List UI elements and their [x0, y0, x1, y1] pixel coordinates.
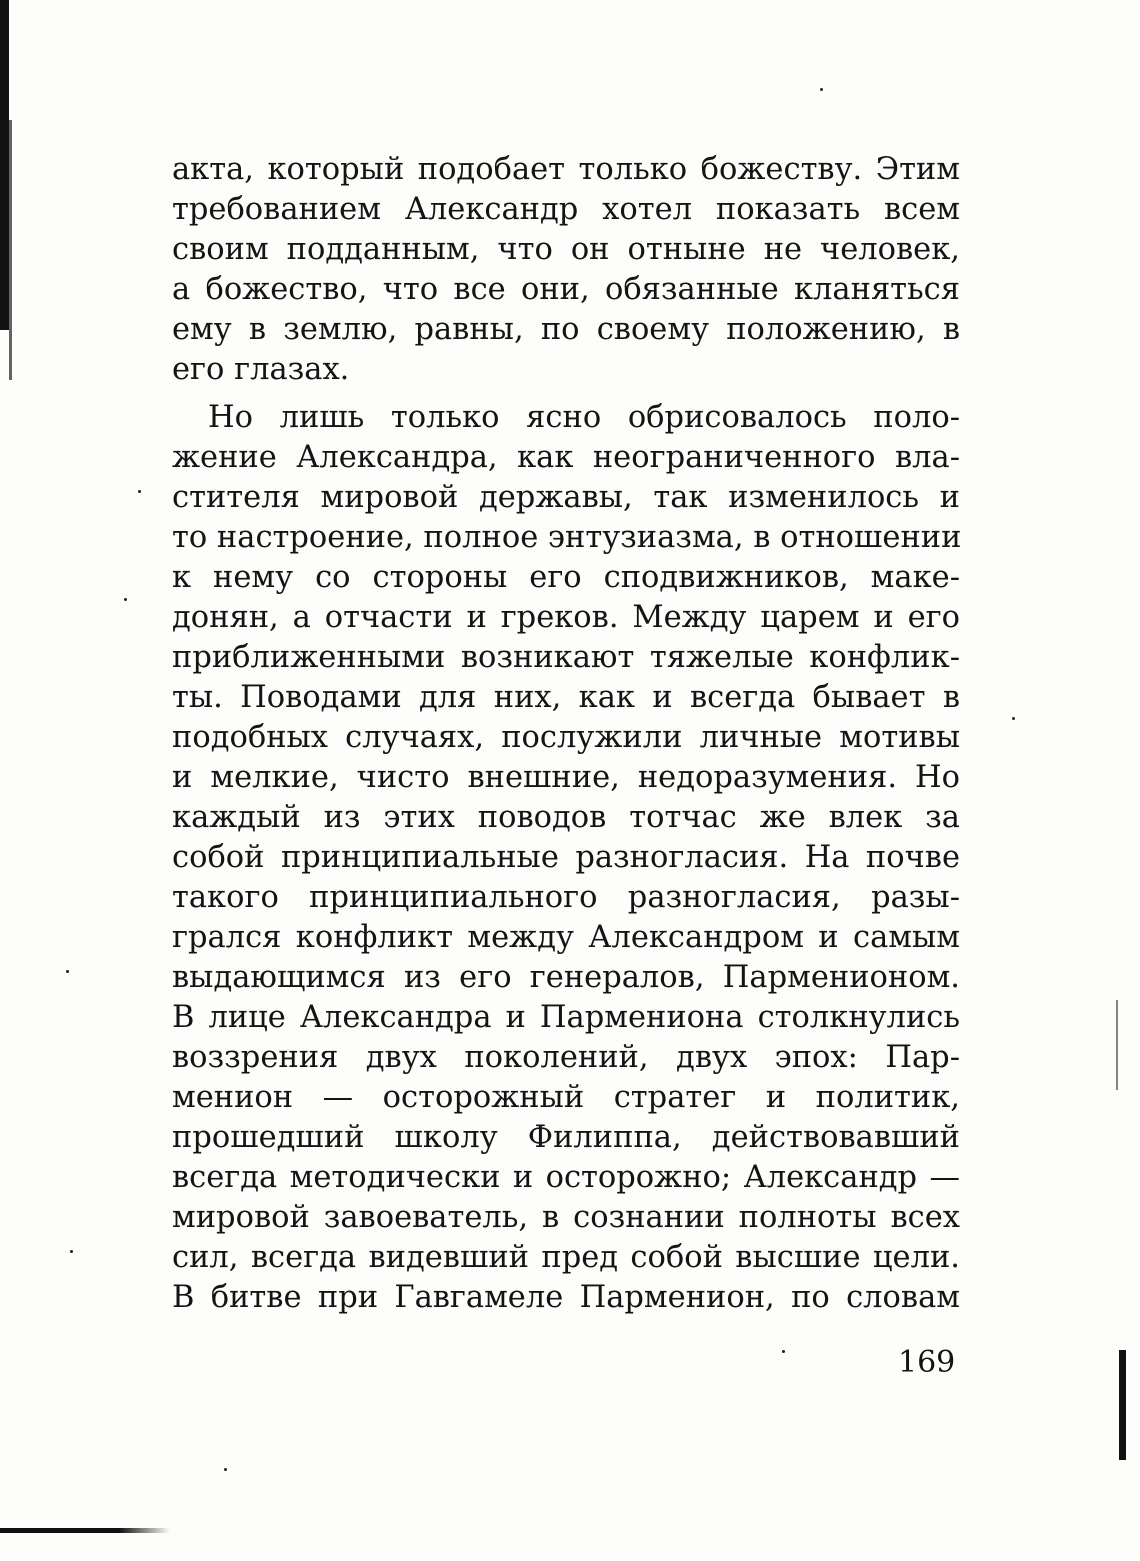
text-line: воззрения двух поколений, двух эпох: Пар- — [172, 1040, 960, 1075]
paragraph-spacer — [172, 390, 960, 398]
text-line: жение Александра, как неограниченного вла- — [172, 440, 960, 475]
scan-speck — [224, 1468, 227, 1471]
text-line: каждый из этих поводов тотчас же влек за — [172, 800, 960, 835]
text-line: стителя мировой державы, так изменилось и — [172, 480, 960, 515]
text-line: к нему со стороны его сподвижников, маке- — [172, 560, 960, 595]
scan-speck — [66, 970, 69, 973]
text-line: то настроение, полное энтузиазма, в отношении — [172, 520, 962, 555]
body-text — [172, 150, 960, 1318]
scan-speck — [70, 1250, 73, 1253]
text-line: В битве при Гавгамеле Парменион, по словам — [172, 1280, 960, 1315]
scan-edge-bottom — [0, 1528, 170, 1533]
text-line: прошедший школу Филиппа, действовавший — [172, 1120, 960, 1155]
text-line: требованием Александр хотел показать всем — [172, 192, 960, 227]
text-line: сил, всегда видевший пред собой высшие цели. — [172, 1240, 960, 1275]
text-line: выдающимся из его генералов, Парменионом. — [172, 960, 960, 995]
text-line: мировой завоеватель, в сознании полноты всех — [172, 1200, 960, 1235]
text-line: донян, а отчасти и греков. Между царем и его — [172, 600, 960, 635]
text-line: ты. Поводами для них, как и всегда бывает в — [172, 680, 960, 715]
text-line: а божество, что все они, обязанные кланяться — [172, 272, 960, 307]
text-line: грался конфликт между Александром и самым — [172, 920, 960, 955]
text-line: собой принципиальные разногласия. На почве — [172, 840, 960, 875]
text-line: такого принципиального разногласия, разы- — [172, 880, 960, 915]
text-line: своим подданным, что он отныне не человек, — [172, 232, 960, 267]
text-line: подобных случаях, послужили личные мотивы — [172, 720, 960, 755]
paragraph-1 — [172, 150, 960, 390]
text-line: и мелкие, чисто внешние, недоразумения. Но — [172, 760, 960, 795]
scan-speck — [138, 490, 141, 493]
text-line: ему в землю, равны, по своему положению, в — [172, 312, 960, 347]
scan-edge-left-shadow — [9, 120, 12, 380]
text-line: всегда методически и осторожно; Александр — — [172, 1160, 960, 1195]
scan-speck — [1012, 717, 1015, 720]
text-line: акта, который подобает только божеству. Этим — [172, 152, 960, 187]
text-line: приближенными возникают тяжелые конфлик- — [172, 640, 960, 675]
paragraph-2 — [172, 398, 960, 1318]
page-number: 169 — [898, 1345, 956, 1380]
text-line: В лице Александра и Пармениона столкнулись — [172, 1000, 960, 1035]
scan-speck — [782, 1350, 785, 1353]
text-line: менион — осторожный стратег и политик, — [172, 1080, 960, 1115]
text-line: Но лишь только ясно обрисовалось поло- — [208, 400, 960, 435]
scan-speck — [820, 88, 823, 91]
scan-edge-right — [1119, 1350, 1126, 1460]
text-line: его глазах. — [172, 352, 350, 387]
scan-edge-right-shadow — [1116, 1000, 1118, 1090]
scan-speck — [124, 598, 127, 601]
scan-edge-left — [0, 0, 9, 330]
